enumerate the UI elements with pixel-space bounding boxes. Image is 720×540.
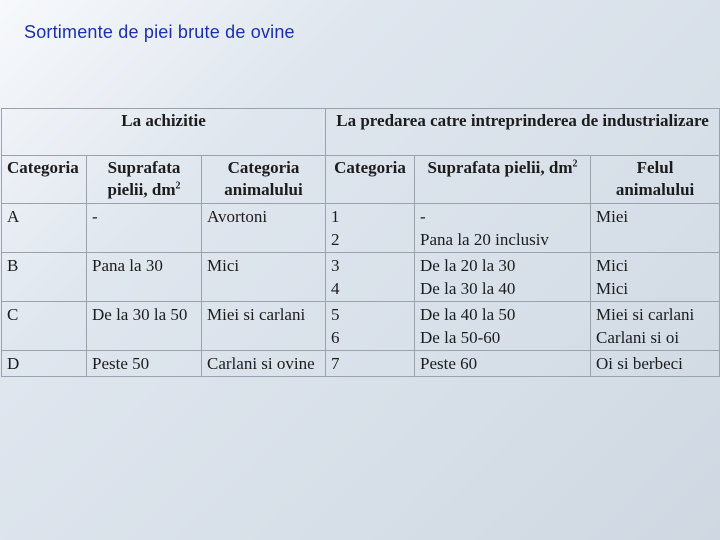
table-row — [2, 253, 720, 302]
col-header-suprafata-2 — [415, 156, 591, 204]
cell-categoria-animal: Avortoni — [202, 204, 326, 253]
cell-suprafata-2: - Pana la 20 inclusiv — [415, 204, 591, 253]
cell-categoria: A — [2, 204, 87, 253]
cell-felul-animal: Miei — [591, 204, 720, 253]
group-header-predare: La predarea catre intreprinderea de industrializare — [326, 109, 720, 156]
cell-categoria-2: 3 4 — [326, 253, 415, 302]
page-title: Sortimente de piei brute de ovine — [24, 22, 295, 42]
cell-suprafata: - — [87, 204, 202, 253]
table-row — [2, 204, 720, 253]
col-header-suprafata-2-text: Suprafata pielii, dm — [427, 158, 573, 177]
sortiment-table — [1, 108, 720, 377]
cell-categoria: B — [2, 253, 87, 302]
cell-felul-animal: Oi si berbeci — [591, 351, 720, 377]
col-header-categoria-animal: Categoria animalului — [202, 156, 326, 204]
cell-categoria: D — [2, 351, 87, 377]
col-header-suprafata-2-sup: 2 — [572, 158, 578, 170]
cell-categoria-2: 1 2 — [326, 204, 415, 253]
col-header-suprafata-text: Suprafata pielii, dm — [107, 158, 181, 199]
cell-suprafata-2: De la 20 la 30 De la 30 la 40 — [415, 253, 591, 302]
col-header-suprafata — [87, 156, 202, 204]
cell-felul-animal: Mici Mici — [591, 253, 720, 302]
table-row — [2, 302, 720, 351]
group-header-achizitie: La achizitie — [2, 109, 326, 156]
cell-categoria-animal: Carlani si ovine — [202, 351, 326, 377]
cell-categoria-2: 5 6 — [326, 302, 415, 351]
cell-categoria-2: 7 — [326, 351, 415, 377]
col-header-categoria: Categoria — [2, 156, 87, 204]
cell-felul-animal: Miei si carlani Carlani si oi — [591, 302, 720, 351]
cell-suprafata: De la 30 la 50 — [87, 302, 202, 351]
cell-suprafata: Pana la 30 — [87, 253, 202, 302]
col-header-categoria-2: Categoria — [326, 156, 415, 204]
table-row — [2, 351, 720, 377]
cell-categoria-animal: Mici — [202, 253, 326, 302]
cell-categoria: C — [2, 302, 87, 351]
cell-suprafata-2: Peste 60 — [415, 351, 591, 377]
col-header-suprafata-sup: 2 — [175, 180, 181, 192]
cell-categoria-animal: Miei si carlani — [202, 302, 326, 351]
cell-suprafata-2: De la 40 la 50 De la 50-60 — [415, 302, 591, 351]
col-header-felul-animal: Felul animalului — [591, 156, 720, 204]
cell-suprafata: Peste 50 — [87, 351, 202, 377]
